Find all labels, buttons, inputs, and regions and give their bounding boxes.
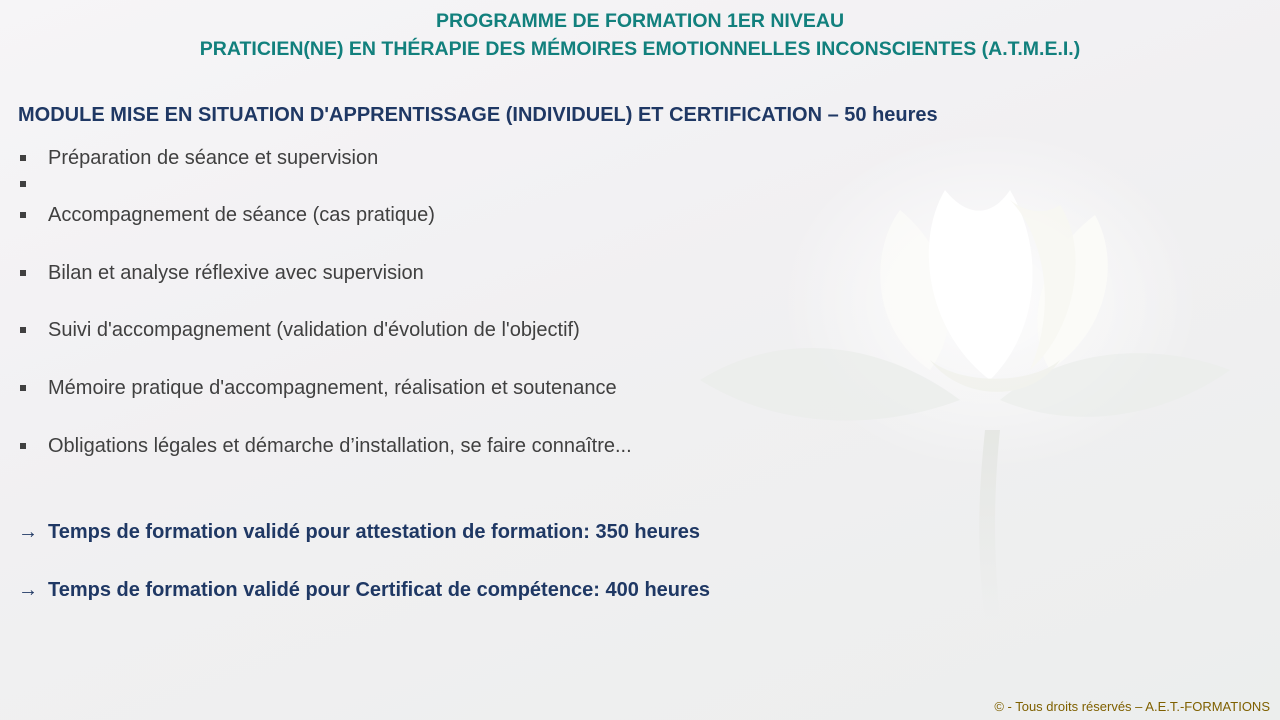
square-bullet-icon (20, 385, 26, 391)
square-bullet-icon (20, 155, 26, 161)
module-title: MODULE MISE EN SITUATION D'APPRENTISSAGE (INDIVIDUEL) ET CERTIFICATION – 50 heures (18, 104, 938, 126)
list-item-label: Suivi d'accompagnement (validation d'évolution de l'objectif) (48, 319, 580, 341)
square-bullet-icon (20, 327, 26, 333)
right-arrow-icon: → (18, 521, 38, 543)
square-bullet-icon (20, 212, 26, 218)
right-arrow-icon: → (18, 579, 38, 601)
program-subtitle: PRATICIEN(NE) EN THÉRAPIE DES MÉMOIRES EMOTIONNELLES INCONSCIENTES (A.T.M.E.I.) (199, 38, 1081, 60)
list-item-label: Mémoire pratique d'accompagnement, réalisation et soutenance (48, 377, 617, 399)
square-bullet-icon (20, 443, 26, 449)
list-item-label: Préparation de séance et supervision (48, 147, 379, 169)
list-item-label: Bilan et analyse réflexive avec supervision (48, 262, 424, 284)
square-bullet-icon (20, 181, 26, 187)
certificat-hours-text: Temps de formation validé pour Certificat de compétence: 400 heures (48, 579, 711, 601)
list-item-label: Obligations légales et démarche d’installation, se faire connaître... (48, 435, 632, 457)
certificat-hours (18, 577, 710, 603)
attestation-hours-text: Temps de formation validé pour attestation de formation: 350 heures (48, 521, 700, 543)
program-title: PROGRAMME DE FORMATION 1ER NIVEAU (435, 10, 845, 32)
attestation-hours (18, 519, 700, 545)
copyright-footer: © - Tous droits réservés – A.E.T.-FORMATIONS (994, 699, 1270, 714)
list-item-label: Accompagnement de séance (cas pratique) (48, 204, 435, 226)
square-bullet-icon (20, 270, 26, 276)
